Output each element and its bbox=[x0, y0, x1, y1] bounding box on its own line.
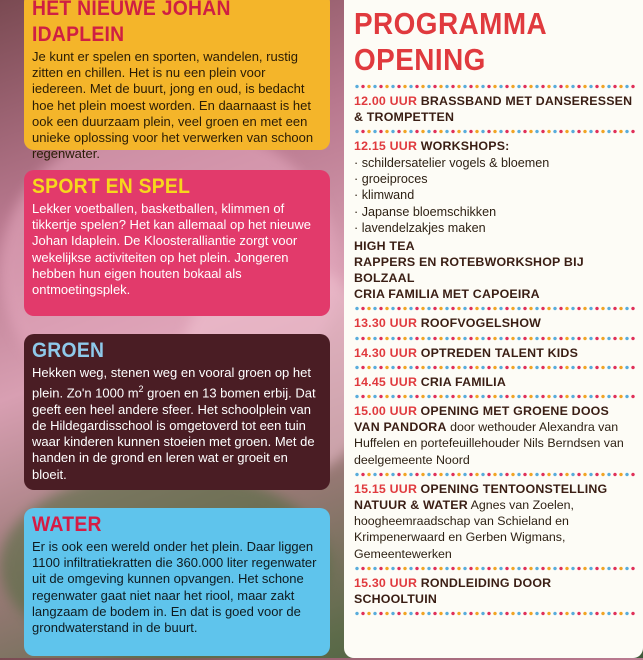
info-panel-plein bbox=[24, 0, 330, 162]
event-item bbox=[354, 138, 637, 154]
dotted-divider bbox=[354, 306, 637, 311]
list-item: · schildersatelier vogels & bloemen bbox=[354, 155, 637, 171]
event-title: OPENING TENTOONSTELLING NATUUR & WATER bbox=[354, 481, 608, 513]
list-item: · Japanse bloemschikken bbox=[354, 204, 637, 220]
event-time: 15.30 UUR bbox=[354, 575, 418, 590]
dotted-divider bbox=[354, 394, 637, 399]
list-item: · klimwand bbox=[354, 187, 637, 203]
panel-title: GROEN bbox=[32, 339, 105, 362]
event-title: ROOFVOGELSHOW bbox=[420, 316, 542, 331]
info-panel-water bbox=[24, 508, 330, 656]
info-panel-sport bbox=[24, 170, 330, 316]
panel-text bbox=[32, 365, 322, 483]
event-extra: CRIA FAMILIA MET CAPOEIRA bbox=[354, 287, 540, 302]
event-time: 12.15 UUR bbox=[354, 139, 418, 154]
panel-text: Je kunt er spelen en sporten, wandelen, rustig zitten en chillen. Het is nu een plein voor iedereen. Met de buurt, jong en oud, is bedacht hoe het plein moest worden. En daarnaast is het ook een duurzaam plein, veel groen en met een unieke oplossing voor het verwerken van schoon regenwater. bbox=[32, 49, 314, 162]
event-time: 13.30 UUR bbox=[354, 316, 418, 331]
dotted-divider bbox=[354, 84, 637, 89]
event-time: 15.15 UUR bbox=[354, 481, 418, 496]
event-title: OPTREDEN TALENT KIDS bbox=[420, 345, 579, 360]
list-item: · groeiproces bbox=[354, 171, 637, 187]
panel-text-part: groen en 13 bomen erbij. Dat geeft een heel andere sfeer. Het schoolplein van de Hildegardisschool is omgetoverd tot een tuin waar kinderen kunnen stoeien met groen. Met de handen in de grond en leren wat er groeit en bloeit. bbox=[32, 385, 316, 482]
panel-title: HET NIEUWE JOHAN IDAPLEIN bbox=[32, 0, 231, 46]
dotted-divider bbox=[354, 566, 637, 571]
event-item bbox=[354, 481, 637, 562]
event-item bbox=[354, 93, 637, 125]
event-title: WORKSHOPS: bbox=[420, 139, 510, 154]
dotted-divider bbox=[354, 129, 637, 134]
event-detail: Agnes van Zoelen, hoogheemraadschap van Schieland en Krimpenerwaard en Gerben Wigmans, Gemeentewerken bbox=[354, 498, 574, 561]
programma-title: PROGRAMMA OPENING bbox=[354, 6, 547, 77]
dotted-divider bbox=[354, 472, 637, 477]
event-time: 15.00 UUR bbox=[354, 404, 418, 419]
event-title: RONDLEIDING DOOR SCHOOLTUIN bbox=[354, 575, 552, 607]
panel-title: SPORT EN SPEL bbox=[32, 175, 191, 198]
event-item bbox=[354, 575, 637, 607]
programma-panel bbox=[344, 0, 643, 658]
panel-text-part: Hekken weg, stenen weg en vooral groen op het plein. Zo'n 1000 m bbox=[32, 365, 311, 401]
workshop-list bbox=[354, 155, 637, 237]
info-panel-groen bbox=[24, 334, 330, 490]
panel-text: Er is ook een wereld onder het plein. Daar liggen 1100 infiltratiekratten die 360.000 liter regenwater uit de omgeving kunnen opvangen. Het schone regenwater gaat niet naar het riool, maar zakt langzaam de bodem in. En dat is goed voor de grondwaterstand in de buurt. bbox=[32, 539, 317, 636]
event-item bbox=[354, 345, 637, 361]
dotted-divider bbox=[354, 365, 637, 370]
event-extra: RAPPERS EN ROTEBWORKSHOP BIJ BOLZAAL bbox=[354, 254, 584, 286]
event-time: 12.00 UUR bbox=[354, 94, 418, 108]
event-title: CRIA FAMILIA bbox=[420, 374, 506, 389]
event-item bbox=[354, 403, 637, 468]
list-item: · lavendelzakjes maken bbox=[354, 220, 637, 236]
event-item bbox=[354, 374, 637, 390]
event-extra: HIGH TEA bbox=[354, 238, 415, 253]
panel-text: Lekker voetballen, basketballen, klimmen of tikkertje spelen? Het kan allemaal op het nieuwe Johan Idaplein. De Kloosteralliantie zorgt voor wekelijkse activiteiten op het plein. Jongeren hebben hun eigen houten bokaal als ontmoetingsplek. bbox=[32, 201, 311, 298]
event-time: 14.30 UUR bbox=[354, 345, 418, 360]
event-title: BRASSBAND MET DANSERESSEN & TROMPETTEN bbox=[354, 94, 633, 125]
event-detail: door wethouder Alexandra van Huffelen en portefeuillehouder Nils Berndsen van deelgemeente Noord bbox=[354, 420, 624, 467]
event-item bbox=[354, 315, 637, 331]
superscript: 2 bbox=[138, 384, 144, 395]
event-title: OPENING MET GROENE DOOS VAN PANDORA bbox=[354, 404, 609, 435]
dotted-divider bbox=[354, 611, 637, 616]
event-time: 14.45 UUR bbox=[354, 374, 418, 389]
panel-title: WATER bbox=[32, 513, 102, 536]
dotted-divider bbox=[354, 336, 637, 341]
